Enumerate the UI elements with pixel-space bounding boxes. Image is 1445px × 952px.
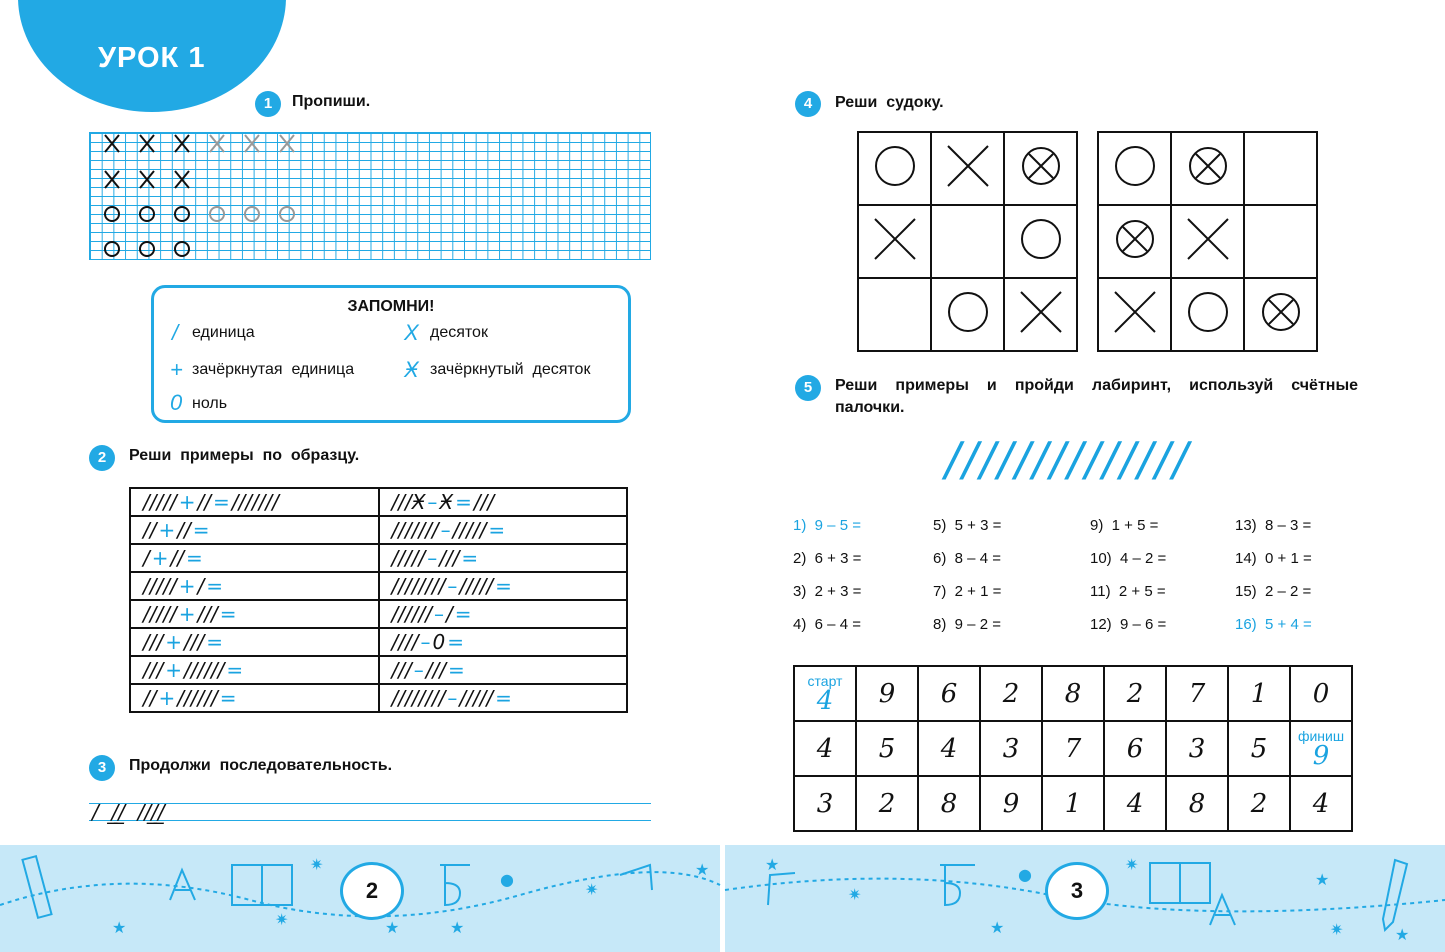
- page-number-right: 3: [1045, 862, 1109, 920]
- sudoku-cell: [931, 278, 1004, 351]
- example-row: [130, 516, 627, 544]
- sudoku-cell[interactable]: [858, 278, 931, 351]
- sudoku-cell: [858, 205, 931, 278]
- stick-group: //: [197, 490, 211, 514]
- stick-group: //: [143, 518, 157, 542]
- maze-cell[interactable]: [1042, 721, 1104, 776]
- svg-text:★: ★: [695, 860, 710, 879]
- sudoku-cell[interactable]: [1244, 132, 1317, 205]
- task-title: Реши примеры по образцу.: [129, 447, 360, 464]
- operator: =: [212, 490, 230, 514]
- writing-sample-symbols: [89, 132, 319, 260]
- circled-cross-icon: [1111, 215, 1159, 263]
- operator: –: [427, 546, 438, 570]
- maze-cell[interactable]: [1166, 666, 1228, 721]
- svg-text:★: ★: [385, 918, 400, 937]
- svg-text:★: ★: [450, 918, 465, 937]
- stick-group: ///: [473, 490, 495, 514]
- operator: –: [427, 490, 438, 514]
- stick-group: ///////: [391, 518, 439, 542]
- svg-text:★: ★: [1395, 925, 1410, 944]
- stick-group: //: [170, 546, 184, 570]
- maze-cell[interactable]: [1104, 721, 1166, 776]
- remember-title: ЗАПОМНИ!: [347, 298, 435, 315]
- svg-text:★: ★: [1315, 870, 1330, 889]
- maze-cell[interactable]: [980, 721, 1042, 776]
- maze-cell[interactable]: [1290, 666, 1352, 721]
- maze-table: [793, 665, 1353, 832]
- maze-example: 1) 9 – 5 =: [793, 517, 861, 534]
- zero-symbol: 0: [170, 390, 183, 415]
- maze-number: 8: [1188, 788, 1206, 819]
- maze-number: 0: [1312, 678, 1330, 709]
- cross-icon: [944, 142, 992, 190]
- maze-cell[interactable]: [1228, 776, 1290, 831]
- maze-number: 7: [1064, 733, 1082, 764]
- maze-cell[interactable]: [1290, 776, 1352, 831]
- finish-label: финиш: [1297, 727, 1345, 744]
- circled-cross-icon: [1017, 142, 1065, 190]
- maze-cell[interactable]: [794, 721, 856, 776]
- sudoku-right: [1097, 131, 1318, 352]
- stick-group: /////: [143, 490, 177, 514]
- maze-cell[interactable]: [980, 776, 1042, 831]
- task-title: Продолжи последовательность.: [129, 757, 393, 774]
- operator: +: [158, 518, 176, 542]
- example-cell: [130, 516, 379, 544]
- operator: =: [192, 518, 210, 542]
- example-row: [130, 684, 627, 712]
- task-number: 2: [89, 445, 115, 471]
- sudoku-cell: [1171, 278, 1244, 351]
- circle-icon: [1017, 215, 1065, 263]
- maze-example: 9) 1 + 5 =: [1090, 517, 1159, 534]
- example-cell: [130, 684, 379, 712]
- sudoku-cell: [931, 132, 1004, 205]
- operator: +: [165, 658, 182, 682]
- examples-table: [129, 487, 628, 713]
- example-row: [130, 572, 627, 600]
- example-cell: [379, 516, 628, 544]
- stick-group: /: [143, 546, 150, 570]
- stick-group: ////////: [391, 686, 446, 710]
- example-cell: [130, 488, 379, 516]
- crossed-ten-symbol: Ӿ: [404, 357, 419, 382]
- stick-group: ////: [391, 630, 419, 654]
- maze-example: 11) 2 + 5 =: [1090, 583, 1166, 600]
- example-row: [130, 628, 627, 656]
- svg-text:★: ★: [990, 918, 1005, 937]
- maze-example: 7) 2 + 1 =: [933, 583, 1002, 600]
- stick-group: /////: [143, 602, 177, 626]
- maze-number: 2: [1250, 788, 1268, 819]
- task-number: 1: [255, 91, 281, 117]
- maze-example: 15) 2 – 2 =: [1235, 583, 1312, 600]
- circle-icon: [1184, 288, 1232, 336]
- maze-number: 9: [1312, 740, 1330, 771]
- operator: =: [488, 518, 506, 542]
- svg-text:✷: ✷: [275, 910, 289, 929]
- sudoku-cell: [1098, 132, 1171, 205]
- example-cell: [379, 684, 628, 712]
- maze-example: 12) 9 – 6 =: [1090, 616, 1167, 633]
- operator: +: [165, 630, 182, 654]
- maze-number: 7: [1188, 678, 1206, 709]
- remember-item: единица: [192, 324, 255, 341]
- operator: +: [178, 490, 196, 514]
- operator: =: [447, 658, 465, 682]
- svg-text:✷: ✷: [1125, 855, 1139, 874]
- operator: +: [151, 546, 169, 570]
- maze-example: 16) 5 + 4 =: [1235, 616, 1312, 633]
- task-number: 3: [89, 755, 115, 781]
- stick-group: //: [177, 518, 191, 542]
- example-row: [130, 600, 627, 628]
- maze-cell[interactable]: [918, 666, 980, 721]
- cross-icon: [871, 215, 919, 263]
- maze-example: 3) 2 + 3 =: [793, 583, 862, 600]
- maze-cell[interactable]: [1104, 666, 1166, 721]
- stick-group: ///////: [231, 490, 279, 514]
- lesson-title: УРОК 1: [98, 42, 206, 74]
- stick-group: ///: [197, 602, 218, 626]
- operator: =: [206, 630, 223, 654]
- remember-item: зачёркнутый десяток: [430, 361, 591, 378]
- stick-group: ///: [391, 658, 412, 682]
- operator: =: [226, 658, 244, 682]
- maze-number: 1: [1064, 788, 1082, 819]
- operator: =: [206, 574, 223, 598]
- example-cell: [379, 572, 628, 600]
- example-cell: [130, 544, 379, 572]
- svg-text:✷: ✷: [1330, 920, 1344, 939]
- example-cell: [379, 600, 628, 628]
- circle-icon: [1111, 142, 1159, 190]
- sudoku-cell: [1098, 278, 1171, 351]
- operator: –: [447, 574, 458, 598]
- maze-number: 3: [1188, 733, 1206, 764]
- task-title: Реши судоку.: [835, 94, 944, 111]
- stick-group: //////: [177, 686, 218, 710]
- svg-text:✷: ✷: [585, 880, 599, 899]
- maze-cell[interactable]: [1166, 776, 1228, 831]
- task-title: Реши примеры и пройди лабиринт, используй счётные палочки.: [835, 377, 1363, 416]
- sudoku-cell: [858, 132, 931, 205]
- maze-number: 6: [1126, 733, 1144, 764]
- maze-cell[interactable]: [1290, 721, 1352, 776]
- maze-number: 9: [878, 678, 896, 709]
- remember-item: зачёркнутая единица: [192, 361, 355, 378]
- maze-number: 4: [816, 685, 834, 716]
- maze-cell[interactable]: [856, 776, 918, 831]
- stick-group: 0: [432, 630, 446, 654]
- sudoku-cell[interactable]: [931, 205, 1004, 278]
- svg-text:✷: ✷: [310, 855, 324, 874]
- cross-icon: [1184, 215, 1232, 263]
- example-cell: [130, 656, 379, 684]
- start-label: старт: [807, 672, 843, 689]
- remember-item: ноль: [192, 395, 228, 412]
- maze-example: 10) 4 – 2 =: [1090, 550, 1167, 567]
- remember-item: десяток: [430, 324, 488, 341]
- maze-number: 5: [878, 733, 896, 764]
- maze-cell[interactable]: [1228, 721, 1290, 776]
- maze-number: 5: [1250, 733, 1268, 764]
- stick-group: ///: [143, 658, 164, 682]
- stick-group: /////: [391, 546, 426, 570]
- operator: =: [455, 490, 472, 514]
- cross-icon: [1017, 288, 1065, 336]
- sudoku-cell: [1004, 278, 1077, 351]
- maze-cell[interactable]: [856, 721, 918, 776]
- operator: =: [186, 546, 203, 570]
- maze-cell[interactable]: [918, 776, 980, 831]
- footer-decorations: [0, 845, 1445, 952]
- stick-group: ///: [439, 546, 460, 570]
- operator: =: [495, 574, 512, 598]
- stick-group: /////: [459, 686, 494, 710]
- operator: –: [440, 518, 451, 542]
- operator: =: [495, 686, 512, 710]
- maze-number: 8: [1064, 678, 1082, 709]
- maze-number: 3: [1002, 733, 1020, 764]
- crossed-unit-symbol: +: [170, 357, 183, 382]
- stick-group: //////: [183, 658, 225, 682]
- maze-number: 2: [878, 788, 896, 819]
- maze-number: 9: [1002, 788, 1020, 819]
- sudoku-cell: [1171, 132, 1244, 205]
- circle-icon: [871, 142, 919, 190]
- sudoku-cell: [1098, 205, 1171, 278]
- operator: –: [433, 602, 444, 626]
- example-cell: [379, 488, 628, 516]
- ten-symbol: Х: [404, 320, 419, 345]
- example-cell: [379, 656, 628, 684]
- maze-example: 2) 6 + 3 =: [793, 550, 862, 567]
- maze-cell[interactable]: [794, 666, 856, 721]
- operator: –: [420, 630, 431, 654]
- operator: –: [413, 658, 424, 682]
- sudoku-cell: [1244, 278, 1317, 351]
- maze-cell[interactable]: [980, 666, 1042, 721]
- sequence-sample: / /̲/̲ ///̲/̲: [92, 800, 165, 824]
- writing-line: [89, 803, 651, 804]
- sudoku-left: [857, 131, 1078, 352]
- remember-box: [151, 285, 631, 423]
- maze-number: 6: [940, 678, 958, 709]
- maze-example: 14) 0 + 1 =: [1235, 550, 1312, 567]
- operator: =: [219, 686, 237, 710]
- maze-example: 13) 8 – 3 =: [1235, 517, 1312, 534]
- example-cell: [130, 572, 379, 600]
- maze-cell[interactable]: [1104, 776, 1166, 831]
- stick-group: /////: [452, 518, 487, 542]
- stick-group: ///Ӿ: [391, 490, 426, 514]
- sudoku-cell: [1004, 205, 1077, 278]
- maze-example: 6) 8 – 4 =: [933, 550, 1001, 567]
- stick-group: //: [143, 686, 157, 710]
- svg-text:●: ●: [500, 870, 514, 889]
- stick-group: /: [445, 602, 453, 626]
- example-cell: [130, 628, 379, 656]
- maze-number: 8: [940, 788, 958, 819]
- operator: =: [219, 602, 237, 626]
- maze-number: 4: [816, 733, 834, 764]
- maze-cell[interactable]: [856, 666, 918, 721]
- cross-icon: [1111, 288, 1159, 336]
- maze-number: 4: [1126, 788, 1144, 819]
- svg-text:●: ●: [1018, 865, 1032, 884]
- stick-group: /: [197, 574, 205, 598]
- maze-example: 8) 9 – 2 =: [933, 616, 1001, 633]
- task-number: 5: [795, 375, 821, 401]
- example-cell: [130, 600, 379, 628]
- unit-symbol: /: [172, 320, 179, 345]
- operator: +: [178, 574, 196, 598]
- counting-sticks: //////////////: [945, 432, 1190, 486]
- operator: +: [158, 686, 176, 710]
- maze-cell[interactable]: [1228, 666, 1290, 721]
- task-title: Пропиши.: [292, 93, 371, 110]
- maze-number: 1: [1250, 678, 1268, 709]
- sudoku-cell: [1004, 132, 1077, 205]
- maze-number: 4: [1312, 788, 1330, 819]
- operator: –: [447, 686, 458, 710]
- maze-example: 5) 5 + 3 =: [933, 517, 1002, 534]
- maze-number: 3: [816, 788, 834, 819]
- stick-group: Ӿ: [439, 490, 454, 514]
- maze-cell[interactable]: [1042, 666, 1104, 721]
- circle-icon: [944, 288, 992, 336]
- example-cell: [379, 628, 628, 656]
- operator: =: [447, 630, 464, 654]
- circled-cross-icon: [1257, 288, 1305, 336]
- example-row: [130, 488, 627, 516]
- sudoku-cell[interactable]: [1244, 205, 1317, 278]
- writing-line: [89, 820, 651, 821]
- stick-group: /////: [459, 574, 494, 598]
- example-cell: [379, 544, 628, 572]
- circled-cross-icon: [1184, 142, 1232, 190]
- stick-group: ///: [425, 658, 446, 682]
- stick-group: /////: [143, 574, 177, 598]
- stick-group: //////: [391, 602, 432, 626]
- task-number: 4: [795, 91, 821, 117]
- operator: =: [461, 546, 479, 570]
- operator: =: [454, 602, 472, 626]
- stick-group: ///: [183, 630, 205, 654]
- maze-example: 4) 6 – 4 =: [793, 616, 861, 633]
- example-row: [130, 544, 627, 572]
- maze-number: 4: [940, 733, 958, 764]
- stick-group: ////////: [391, 574, 446, 598]
- svg-text:✷: ✷: [848, 885, 862, 904]
- maze-cell[interactable]: [918, 721, 980, 776]
- page-number-left: 2: [340, 862, 404, 920]
- svg-text:★: ★: [112, 918, 127, 937]
- operator: +: [178, 602, 196, 626]
- maze-number: 2: [1002, 678, 1020, 709]
- maze-cell[interactable]: [1166, 721, 1228, 776]
- maze-number: 2: [1126, 678, 1144, 709]
- maze-cell[interactable]: [1042, 776, 1104, 831]
- maze-cell[interactable]: [794, 776, 856, 831]
- stick-group: ///: [143, 630, 164, 654]
- svg-text:★: ★: [765, 855, 780, 874]
- sudoku-cell: [1171, 205, 1244, 278]
- example-row: [130, 656, 627, 684]
